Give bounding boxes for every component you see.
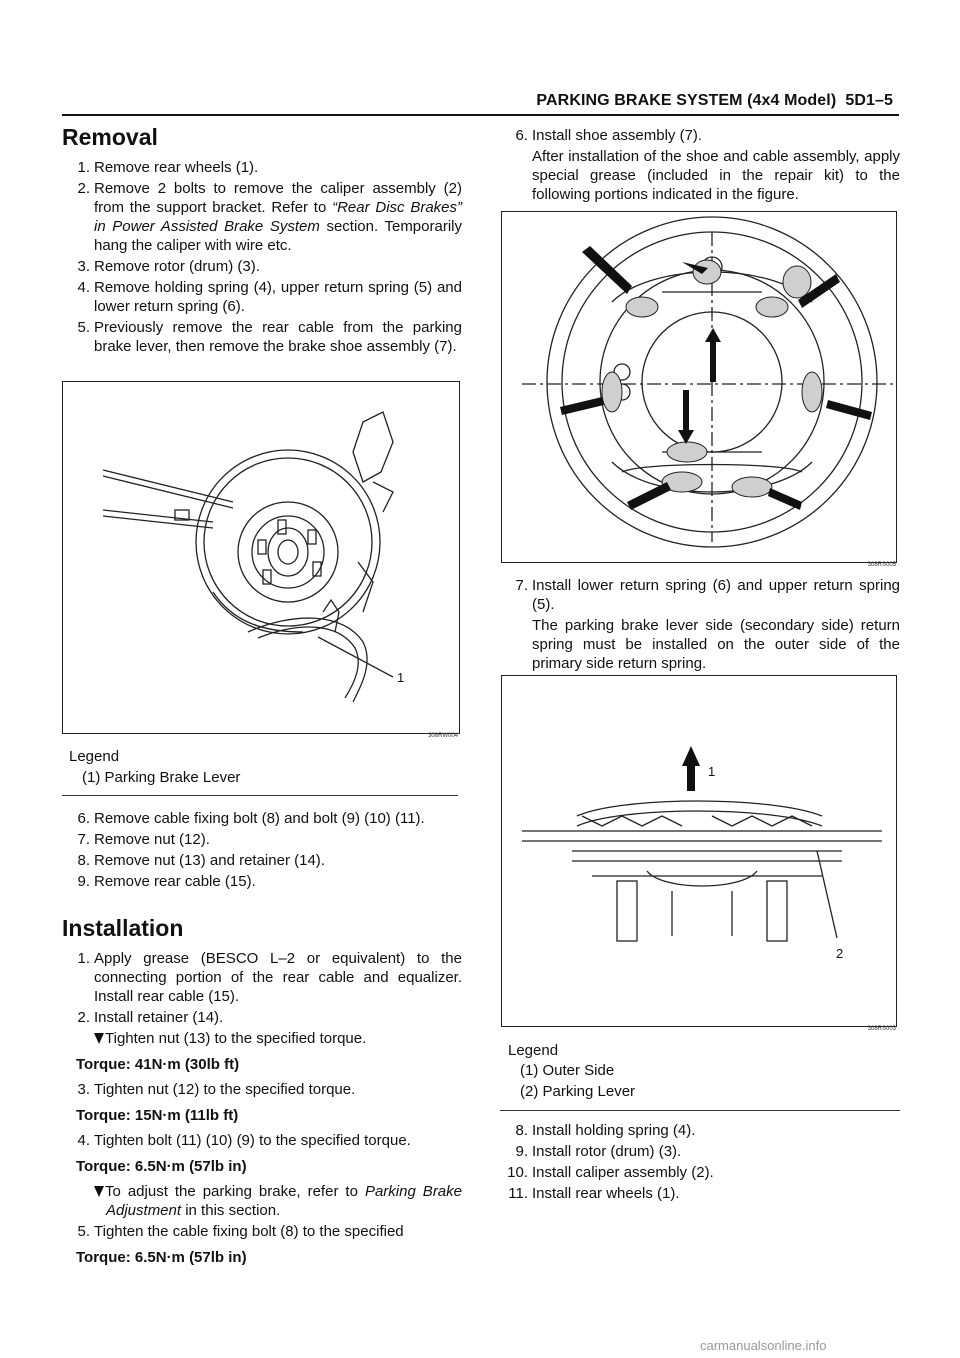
removal-heading: Removal [62,124,158,150]
list-item: 11. Install rear wheels (1). [508,1185,680,1202]
watermark: carmanualsonline.info [700,1338,827,1353]
list-item: 7. Install lower return spring (6) and upper return spring (5). The parking brake lever side (secondary side) return spring must be installed on the outer side of the primary side return spring. [515,577,900,672]
caution-triangle-icon [94,1033,104,1044]
list-item: 3. Tighten nut (12) to the specified torque. [77,1081,356,1098]
install-steps-final [500,1119,900,1203]
header-rule [62,114,899,116]
list-item: 5. Previously remove the rear cable from the parking brake lever, then remove the brake shoe assembly (7). [77,319,462,355]
divider [500,1110,900,1111]
figure-id: 308RS005 [867,562,896,568]
list-item: 6. Install shoe assembly (7). After installation of the shoe and cable assembly, apply special grease (included in the repair kit) to the following portions indicated in the figure. [515,127,900,203]
list-item: 10. Install caliper assembly (2). [507,1164,714,1181]
return-spring-section-diagram [502,676,896,1026]
figure-callout-1: 1 [708,764,716,779]
torque-spec: Torque: 6.5N·m (57lb in) [76,1249,247,1266]
brake-assembly-illustration [63,382,459,733]
list-item: 9. Install rotor (drum) (3). [515,1143,682,1160]
figure-id: 308RW004 [428,733,458,739]
figure-id: 308RS003 [867,1026,896,1032]
list-item: 2. Remove 2 bolts to remove the caliper assembly (2) from the support bracket. Refer to “Rear Disc Brakes” in Power Assisted Brake System section. Temporarily hang the caliper with wire etc. [77,180,462,254]
caution-triangle-icon [94,1186,104,1197]
figure-grease-points [501,211,897,563]
legend-item: (2) Parking Lever [520,1083,636,1100]
cross-reference-link[interactable]: Parking Brake Adjustment [106,1183,462,1219]
divider [62,795,458,796]
list-item: 4. Tighten bolt (11) (10) (9) to the specified torque. [77,1132,411,1149]
list-item: 1. Apply grease (BESCO L–2 or equivalent) to the connecting portion of the rear cable and equalizer. Install rear cable (15). [77,950,462,1005]
figure-brake-shoe-removal [62,381,460,734]
legend-item: (1) Parking Brake Lever [82,769,241,786]
page-header [495,92,893,110]
list-item: 9. Remove rear cable (15). [77,873,256,890]
page-number: 5D1–5 [845,92,893,109]
list-item: 8. Remove nut (13) and retainer (14). [77,852,325,869]
cross-reference-link[interactable]: “Rear Disc Brakes” in Power Assisted Brake System [94,199,462,235]
install-step-7 [500,574,900,673]
list-item: 6. Remove cable fixing bolt (8) and bolt (9) (10) (11). [77,810,425,827]
list-item: 8. Install holding spring (4). [515,1122,696,1139]
list-item: 5. Tighten the cable fixing bolt (8) to the specified [77,1223,404,1240]
list-item: 1. Remove rear wheels (1). [77,159,259,176]
torque-spec: Torque: 15N·m (11lb ft) [76,1107,239,1124]
removal-section [62,122,462,356]
legend-title: Legend [508,1042,559,1059]
list-item: 2. Install retainer (14). Tighten nut (13) to the specified torque. [77,1009,367,1047]
header-title: PARKING BRAKE SYSTEM (4x4 Model) [536,92,837,109]
removal-steps-continued [62,807,462,891]
list-item: 3. Remove rotor (drum) (3). [77,258,260,275]
installation-section [62,913,462,1273]
torque-spec: Torque: 41N·m (30lb ft) [76,1056,240,1073]
installation-heading: Installation [62,915,184,941]
figure-return-spring [501,675,897,1027]
legend-title: Legend [69,748,120,765]
list-item: 4. Remove holding spring (4), upper return spring (5) and lower return spring (6). [77,279,462,315]
figure-callout-1: 1 [397,670,405,685]
legend-item: (1) Outer Side [520,1062,615,1079]
list-item: 7. Remove nut (12). [77,831,210,848]
figure-callout-2: 2 [836,946,844,961]
torque-spec: Torque: 6.5N·m (57lb in) [76,1158,247,1175]
install-step-6 [500,124,900,204]
list-item: To adjust the parking brake, refer to Parking Brake Adjustment in this section. [62,1182,462,1220]
brake-shoe-grease-diagram [502,212,896,562]
